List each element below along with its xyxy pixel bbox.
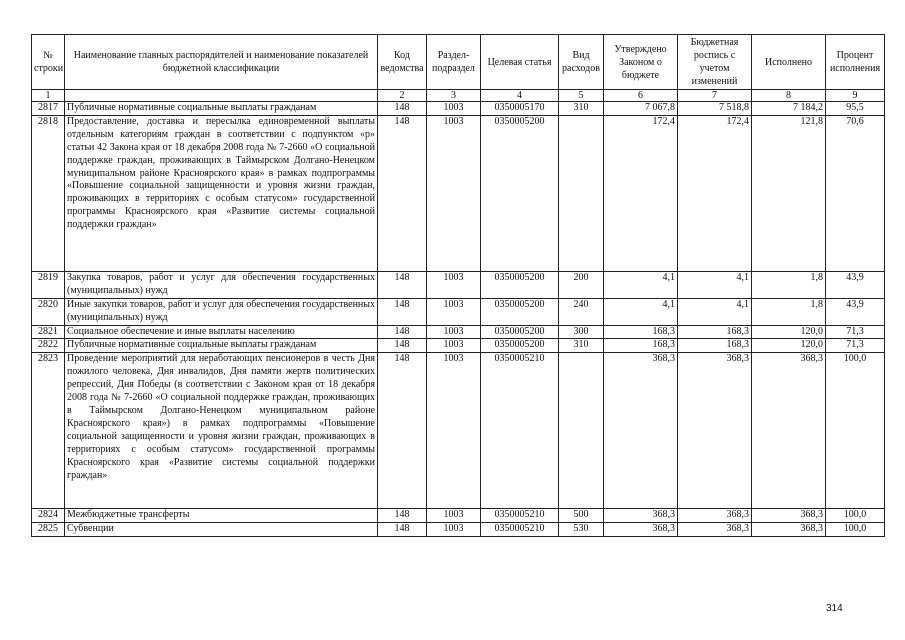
row-budget: 4,1	[678, 271, 752, 298]
row-percent: 70,6	[826, 115, 885, 271]
row-type	[559, 353, 604, 509]
row-percent: 100,0	[826, 523, 885, 537]
row-approved: 168,3	[604, 325, 678, 339]
row-num: 2819	[32, 271, 65, 298]
row-dept: 148	[378, 102, 427, 116]
row-dept: 148	[378, 298, 427, 325]
row-executed: 1,8	[752, 298, 826, 325]
row-section: 1003	[427, 298, 481, 325]
page-number: 314	[826, 603, 843, 614]
row-budget: 7 518,8	[678, 102, 752, 116]
row-executed: 368,3	[752, 523, 826, 537]
row-executed: 121,8	[752, 115, 826, 271]
row-budget: 4,1	[678, 298, 752, 325]
row-percent: 100,0	[826, 509, 885, 523]
row-percent: 95,5	[826, 102, 885, 116]
row-approved: 7 067,8	[604, 102, 678, 116]
row-dept: 148	[378, 523, 427, 537]
table-row	[32, 298, 885, 325]
row-section: 1003	[427, 509, 481, 523]
row-executed: 120,0	[752, 339, 826, 353]
row-num: 2824	[32, 509, 65, 523]
row-target: 0350005210	[481, 353, 559, 509]
row-name: Публичные нормативные социальные выплаты гражданам	[65, 339, 378, 353]
row-target: 0350005200	[481, 115, 559, 271]
row-name: Социальное обеспечение и иные выплаты населению	[65, 325, 378, 339]
column-number: 2	[378, 90, 427, 102]
table-row	[32, 115, 885, 271]
table-row	[32, 102, 885, 116]
row-percent: 43,9	[826, 271, 885, 298]
header-expense-type: Вид расходов	[559, 35, 604, 90]
row-budget: 368,3	[678, 523, 752, 537]
row-num: 2820	[32, 298, 65, 325]
header-target: Целевая статья	[481, 35, 559, 90]
row-name: Межбюджетные трансферты	[65, 509, 378, 523]
table-row	[32, 509, 885, 523]
column-number: 5	[559, 90, 604, 102]
row-budget: 168,3	[678, 325, 752, 339]
row-type: 530	[559, 523, 604, 537]
row-target: 0350005200	[481, 271, 559, 298]
row-approved: 368,3	[604, 353, 678, 509]
column-number: 7	[678, 90, 752, 102]
column-number: 1	[32, 90, 65, 102]
row-target: 0350005210	[481, 509, 559, 523]
header-row	[32, 35, 885, 90]
row-name: Предоставление, доставка и пересылка единовременной выплаты отдельным категориям граждан в соответствии с подпунктом «р» статьи 42 Закона края от 18 декабря 2008 года № 7-2660 «О социальной поддержке граждан, проживающих в Таймырском Долгано-Ненецком муниципальном районе Красноярского края» в рамках подпрограммы «Повышение социальной защищенности и уровня жизни граждан, проживающих в территориях с особым статусом» государственной программы Красноярского края «Развитие системы социальной поддержки граждан»	[65, 115, 378, 271]
header-section: Раздел-подраздел	[427, 35, 481, 90]
row-num: 2817	[32, 102, 65, 116]
row-approved: 172,4	[604, 115, 678, 271]
table-row	[32, 339, 885, 353]
row-dept: 148	[378, 325, 427, 339]
column-number: 9	[826, 90, 885, 102]
row-section: 1003	[427, 353, 481, 509]
row-target: 0350005200	[481, 339, 559, 353]
header-percent: Процент исполнения	[826, 35, 885, 90]
row-section: 1003	[427, 271, 481, 298]
row-approved: 4,1	[604, 271, 678, 298]
header-row-num: № строки	[32, 35, 65, 90]
row-target: 0350005210	[481, 523, 559, 537]
header-name: Наименование главных распорядителей и наименование показателей бюджетной классификации	[65, 35, 378, 90]
header-budget-list: Бюджетная роспись с учетом изменений	[678, 35, 752, 90]
row-name: Проведение мероприятий для неработающих пенсионеров в честь Дня пожилого человека, Дня инвалидов, Дня памяти жертв политических репрессий, Дня Победы (в соответствии с Законом края от 18 декабря 2008 года № 7-2660 «О социальной поддержке граждан, проживающих в Таймырском Долгано-Ненецком муниципальном районе Красноярского края») в рамках подпрограммы «Повышение социальной защищенности и уровня жизни граждан, проживающих в территориях с особым статусом» государственной программы Красноярского края «Развитие системы социальной поддержки граждан»	[65, 353, 378, 509]
row-executed: 368,3	[752, 509, 826, 523]
row-type: 240	[559, 298, 604, 325]
table-row	[32, 325, 885, 339]
row-type: 310	[559, 102, 604, 116]
row-executed: 120,0	[752, 325, 826, 339]
row-type: 200	[559, 271, 604, 298]
row-approved: 368,3	[604, 509, 678, 523]
row-type	[559, 115, 604, 271]
table-row	[32, 271, 885, 298]
row-executed: 368,3	[752, 353, 826, 509]
header-dept-code: Код ведомства	[378, 35, 427, 90]
row-dept: 148	[378, 339, 427, 353]
row-num: 2822	[32, 339, 65, 353]
row-num: 2825	[32, 523, 65, 537]
row-executed: 7 184,2	[752, 102, 826, 116]
row-target: 0350005200	[481, 298, 559, 325]
row-dept: 148	[378, 115, 427, 271]
header-approved: Утверждено Законом о бюджете	[604, 35, 678, 90]
row-percent: 71,3	[826, 339, 885, 353]
row-type: 310	[559, 339, 604, 353]
row-name: Субвенции	[65, 523, 378, 537]
column-number-row	[32, 90, 885, 102]
row-dept: 148	[378, 271, 427, 298]
row-num: 2821	[32, 325, 65, 339]
row-section: 1003	[427, 102, 481, 116]
budget-execution-table	[31, 34, 885, 537]
row-dept: 148	[378, 353, 427, 509]
header-executed: Исполнено	[752, 35, 826, 90]
row-section: 1003	[427, 325, 481, 339]
row-num: 2823	[32, 353, 65, 509]
row-executed: 1,8	[752, 271, 826, 298]
row-section: 1003	[427, 339, 481, 353]
row-budget: 368,3	[678, 509, 752, 523]
row-approved: 368,3	[604, 523, 678, 537]
column-number: 6	[604, 90, 678, 102]
row-name: Иные закупки товаров, работ и услуг для обеспечения государственных (муниципальных) нужд	[65, 298, 378, 325]
row-num: 2818	[32, 115, 65, 271]
table-row	[32, 353, 885, 509]
row-percent: 43,9	[826, 298, 885, 325]
row-name: Публичные нормативные социальные выплаты гражданам	[65, 102, 378, 116]
column-number: 3	[427, 90, 481, 102]
row-dept: 148	[378, 509, 427, 523]
row-approved: 168,3	[604, 339, 678, 353]
row-section: 1003	[427, 523, 481, 537]
column-number: 4	[481, 90, 559, 102]
row-name: Закупка товаров, работ и услуг для обеспечения государственных (муниципальных) нужд	[65, 271, 378, 298]
row-percent: 100,0	[826, 353, 885, 509]
row-type: 500	[559, 509, 604, 523]
row-target: 0350005200	[481, 325, 559, 339]
row-target: 0350005170	[481, 102, 559, 116]
row-budget: 368,3	[678, 353, 752, 509]
row-budget: 168,3	[678, 339, 752, 353]
row-budget: 172,4	[678, 115, 752, 271]
row-percent: 71,3	[826, 325, 885, 339]
table-row	[32, 523, 885, 537]
row-section: 1003	[427, 115, 481, 271]
row-approved: 4,1	[604, 298, 678, 325]
column-number: 8	[752, 90, 826, 102]
row-type: 300	[559, 325, 604, 339]
